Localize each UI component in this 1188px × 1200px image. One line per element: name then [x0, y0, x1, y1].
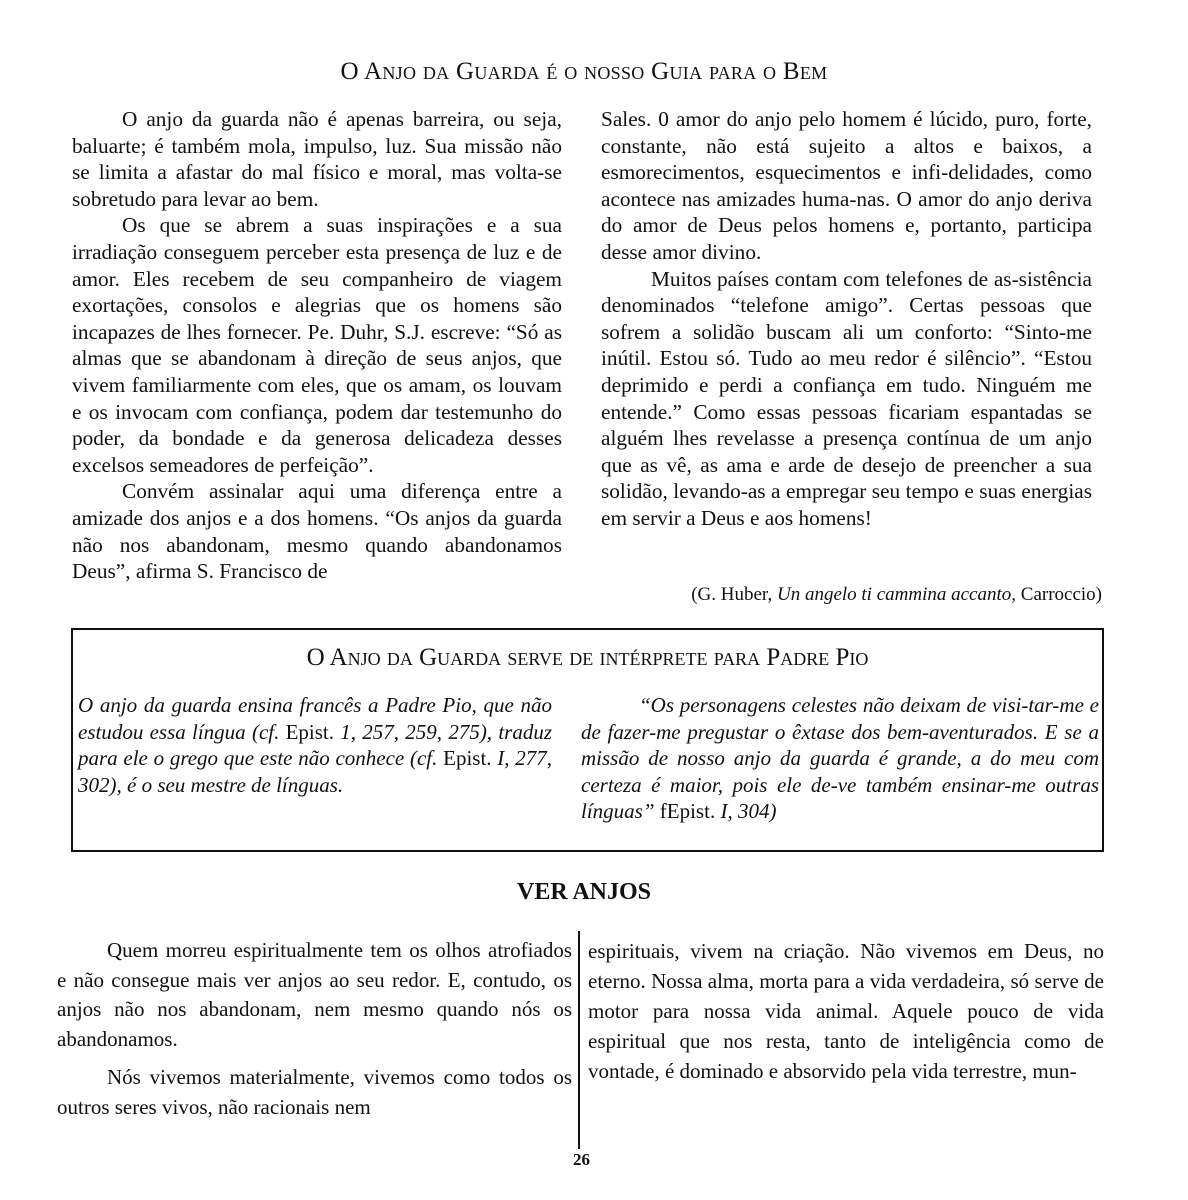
box-title: O Anjo da Guarda serve de intérprete para Padre Pio [306, 644, 869, 671]
section-title-ver-anjos: VER ANJOS [516, 879, 652, 905]
paragraph: Sales. 0 amor do anjo pelo homem é lúcido, puro, forte, constante, não está sujeito a altos e baixos, a esmorecimentos, esquecimentos e infi-delidades, como acontece nas amizades huma-nas. O amor do anjo deriva do amor de Deus pelos homens e, portanto, participa desse amor divino. [601, 107, 1092, 264]
box-right-quote: “Os personagens celestes não deixam de visi-tar-me e de fazer-me pregustar o êxtase dos bem-aventurados. E se a missão de nosso anjo da guarda é grande, a do meu com certeza é maior, pois ele de-ve também ensinar-me outras línguas” fEpist. I, 304) [581, 693, 1099, 823]
page-number: 26 [573, 1150, 590, 1169]
section1-right-column [601, 106, 1092, 532]
section-title-guia-para-o-bem: O Anjo da Guarda é o nosso Guia para o Bem [340, 58, 828, 85]
paragraph: Muitos países contam com telefones de as-sistência denominados “telefone amigo”. Certas pessoas que sofrem a solidão buscam ali um conforto: “Sinto-me inútil. Estou só. Tudo ao meu redor é silêncio”. “Estou deprimido e perdi a confiança em tudo. Ninguém me entende.” Como essas pessoas ficariam espantadas se alguém lhes revelasse a presença contínua de um anjo que as vê, as ama e arde de desejo de preencher a sua solidão, levando-as a empregar seu tempo e suas energias em servir a Deus e aos homens! [601, 266, 1092, 530]
box-left-text: O anjo da guarda ensina francês a Padre Pio, que não estudou essa língua (cf. Epist. 1, 257, 259, 275), traduz para ele o grego que este não conhece (cf. Epist. I, 277, 302), é o seu mestre de línguas. [78, 693, 553, 797]
citation [601, 584, 1102, 606]
column-divider [578, 931, 580, 1149]
paragraph: Convém assinalar aqui uma diferença entre a amizade dos anjos e a dos homens. “Os anjos da guarda não nos abandonam, mesmo quando abandonamos Deus”, afirma S. Francisco de [72, 479, 562, 584]
paragraph: Quem morreu espiritualmente tem os olhos atrofiados e não consegue mais ver anjos ao seu redor. E, contudo, os anjos não nos abandonam, nem mesmo quando nós os abandonamos. [57, 938, 572, 1052]
citation-author: (G. Huber, [691, 584, 777, 605]
paragraph: espirituais, vivem na criação. Não vivemos em Deus, no eterno. Nossa alma, morta para a vida verdadeira, só serve de motor para nossa vida animal. Aquele pouco de vida espiritual que nos resta, tanto de inteligência como de vontade, é dominado e absorvido pela vida terrestre, mun- [588, 939, 1104, 1083]
section2-right-column [588, 936, 1104, 1086]
section1-left-column [72, 106, 562, 585]
section2-left-column [57, 936, 572, 1122]
paragraph: Nós vivemos materialmente, vivemos como todos os outros seres vivos, não racionais nem [57, 1064, 572, 1119]
paragraph: O anjo da guarda não é apenas barreira, ou seja, baluarte; é também mola, impulso, luz. Sua missão não se limita a afastar do mal físico e moral, mas volta-se sobretudo para levar ao bem. [72, 107, 562, 211]
box-left-column [78, 692, 552, 798]
box-right-column [581, 692, 1099, 825]
padre-pio-box [71, 628, 1104, 852]
citation-work: Un angelo ti cammina accanto, [776, 584, 1017, 605]
paragraph: Os que se abrem a suas inspirações e a sua irradiação conseguem perceber esta presença de luz e de amor. Eles recebem de seu companheiro de viagem exortações, consolos e alegrias que os homens são incapazes de lhes fornecer. Pe. Duhr, S.J. escreve: “Só as almas que se abandonam à direção de seus anjos, que vivem familiarmente com eles, que os amam, os louvam e os invocam com confiança, podem dar testemunho do poder, da bondade e da generosa delicadeza desses excelsos semeadores de perfeição”. [72, 213, 562, 477]
citation-publisher: Carroccio) [1016, 584, 1102, 605]
